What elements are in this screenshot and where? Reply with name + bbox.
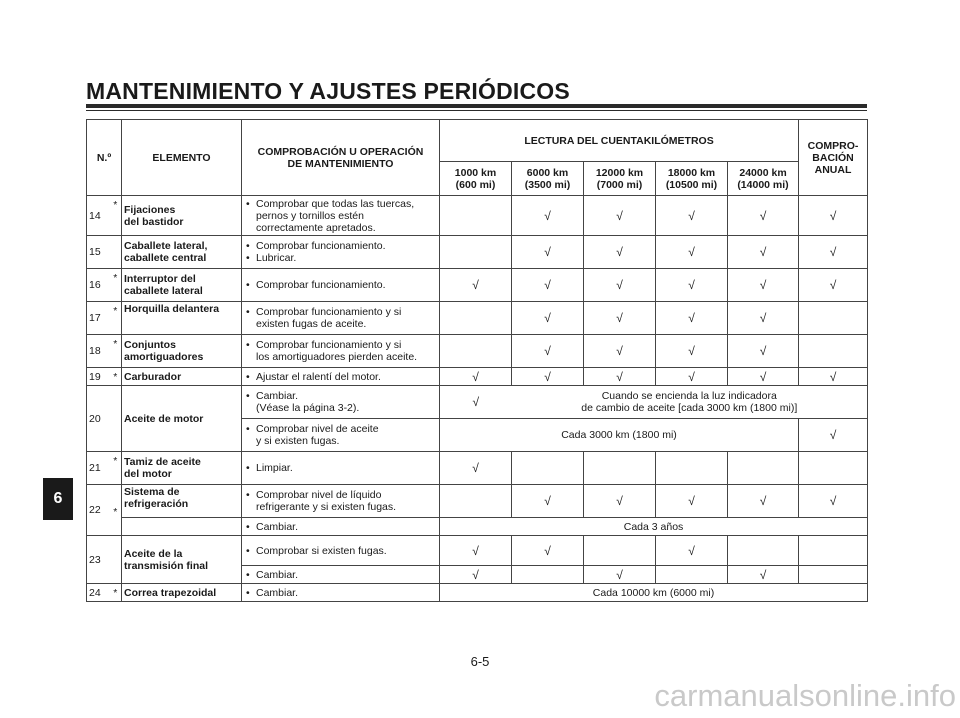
check-mark: √ — [584, 302, 656, 335]
operation-cell: • Cambiar. — [242, 566, 440, 584]
check-mark: √ — [728, 236, 799, 269]
check-mark: √ — [512, 368, 584, 386]
check-mark: √ — [656, 536, 728, 566]
operation-cell: • Comprobar nivel de aceite y si existen fugas. — [242, 419, 440, 452]
check-mark: √ — [728, 566, 799, 584]
check-mark: √ — [799, 419, 868, 452]
interval-note: Cada 3 años — [440, 518, 868, 536]
check-mark: √ — [512, 236, 584, 269]
check-mark: √ — [512, 335, 584, 368]
element-cell: Caballete lateral, caballete central — [122, 236, 242, 269]
check-mark: √ — [799, 196, 868, 236]
chapter-tab: 6 — [43, 478, 73, 520]
check-mark: √ — [512, 269, 584, 302]
check-mark: √ — [656, 335, 728, 368]
title-rule-thin — [86, 110, 867, 111]
row-number: 23 — [87, 536, 110, 584]
row-number: 17 — [87, 302, 110, 335]
maintenance-table — [86, 119, 868, 602]
table-row — [87, 452, 868, 485]
check-mark: √ — [440, 566, 512, 584]
header-no: N.º — [87, 120, 122, 196]
table-row — [87, 518, 868, 536]
row-number: 15 — [87, 236, 110, 269]
element-cell: Interruptor del caballete lateral — [122, 269, 242, 302]
element-cell: Aceite de motor — [122, 386, 242, 452]
page-number: 6-5 — [470, 654, 490, 669]
check-mark: √ — [512, 536, 584, 566]
operation-cell: • Ajustar el ralentí del motor. — [242, 368, 440, 386]
row-number: 22 — [87, 485, 110, 536]
check-mark: √ — [440, 368, 512, 386]
operation-cell: • Cambiar. (Véase la página 3-2). — [242, 386, 440, 419]
element-cell: Carburador — [122, 368, 242, 386]
check-mark: √ — [584, 196, 656, 236]
check-mark: √ — [584, 485, 656, 518]
table-row — [87, 236, 868, 269]
header-element: ELEMENTO — [122, 120, 242, 196]
asterisk-mark: * — [110, 269, 122, 302]
check-mark: √ — [728, 269, 799, 302]
row-number: 21 — [87, 452, 110, 485]
interval-note: Cada 10000 km (6000 mi) — [440, 584, 868, 602]
header-odometer: LECTURA DEL CUENTAKILÓMETROS — [440, 120, 799, 162]
table-row — [87, 196, 868, 236]
header-operation: COMPROBACIÓN U OPERACIÓN DE MANTENIMIENTO — [242, 120, 440, 196]
table-row — [87, 386, 868, 419]
header-interval-1: 1000 km (600 mi) — [440, 162, 512, 196]
asterisk-mark: * — [110, 485, 122, 536]
check-mark: √ — [656, 302, 728, 335]
check-mark: √ — [728, 368, 799, 386]
operation-cell: • Limpiar. — [242, 452, 440, 485]
check-mark: √ — [584, 236, 656, 269]
check-mark: √ — [656, 269, 728, 302]
asterisk-mark: * — [110, 196, 122, 236]
operation-cell: • Cambiar. — [242, 518, 440, 536]
check-mark: √ — [799, 368, 868, 386]
check-mark: √ — [512, 485, 584, 518]
asterisk-mark: * — [110, 368, 122, 386]
element-cell: Correa trapezoidal — [122, 584, 242, 602]
element-cell: Fijaciones del bastidor — [122, 196, 242, 236]
check-mark: √ — [656, 485, 728, 518]
check-mark: √ — [440, 452, 512, 485]
check-mark: √ — [584, 269, 656, 302]
check-mark: √ — [728, 196, 799, 236]
row-number: 19 — [87, 368, 110, 386]
header-interval-2: 6000 km (3500 mi) — [512, 162, 584, 196]
asterisk-mark: * — [110, 584, 122, 602]
check-mark: √ — [584, 566, 656, 584]
check-mark: √ — [656, 236, 728, 269]
title-rule — [86, 104, 867, 108]
row-number: 20 — [87, 386, 110, 452]
element-cell: Aceite de la transmisión final — [122, 536, 242, 584]
interval-note: Cada 3000 km (1800 mi) — [440, 419, 799, 452]
check-mark: √ — [728, 335, 799, 368]
operation-cell: • Comprobar funcionamiento. — [242, 269, 440, 302]
header-interval-4: 18000 km (10500 mi) — [656, 162, 728, 196]
table-row — [87, 485, 868, 518]
check-mark: √ — [440, 536, 512, 566]
operation-cell: • Comprobar si existen fugas. — [242, 536, 440, 566]
element-cell: Sistema de refrigeración — [122, 485, 242, 518]
element-cell: Conjuntos amortiguadores — [122, 335, 242, 368]
element-cell: Horquilla delantera — [122, 302, 242, 335]
page-title: MANTENIMIENTO Y AJUSTES PERIÓDICOS — [86, 78, 570, 104]
row-number: 14 — [87, 196, 110, 236]
operation-cell: • Comprobar nivel de líquido refrigerante y si existen fugas. — [242, 485, 440, 518]
check-mark: √ — [728, 302, 799, 335]
operation-cell: • Comprobar que todas las tuercas, pernos y tornillos estén correctamente apretados. — [242, 196, 440, 236]
check-mark: √ — [799, 236, 868, 269]
header-annual: COMPRO- BACIÓN ANUAL — [799, 120, 868, 196]
element-cell: Tamiz de aceite del motor — [122, 452, 242, 485]
check-mark: √ — [656, 196, 728, 236]
table-row — [87, 269, 868, 302]
check-mark: √ — [440, 269, 512, 302]
interval-note: Cuando se encienda la luz indicadora de cambio de aceite [cada 3000 km (1800 mi)] — [512, 386, 868, 419]
row-number: 16 — [87, 269, 110, 302]
operation-cell: • Comprobar funcionamiento y si los amortiguadores pierden aceite. — [242, 335, 440, 368]
check-mark: √ — [656, 368, 728, 386]
table-row — [87, 536, 868, 566]
operation-cell: • Comprobar funcionamiento. • Lubricar. — [242, 236, 440, 269]
check-mark: √ — [512, 196, 584, 236]
header-interval-5: 24000 km (14000 mi) — [728, 162, 799, 196]
table-row — [87, 584, 868, 602]
table-row — [87, 368, 868, 386]
asterisk-mark: * — [110, 335, 122, 368]
check-mark: √ — [584, 335, 656, 368]
row-number: 24 — [87, 584, 110, 602]
watermark: carmanualsonline.info — [654, 678, 956, 713]
operation-cell: • Comprobar funcionamiento y si existen fugas de aceite. — [242, 302, 440, 335]
table-row — [87, 302, 868, 335]
check-mark: √ — [440, 386, 512, 419]
check-mark: √ — [728, 485, 799, 518]
asterisk-mark: * — [110, 302, 122, 335]
header-interval-3: 12000 km (7000 mi) — [584, 162, 656, 196]
check-mark: √ — [799, 269, 868, 302]
table-row — [87, 335, 868, 368]
check-mark: √ — [799, 485, 868, 518]
check-mark: √ — [512, 302, 584, 335]
check-mark: √ — [584, 368, 656, 386]
row-number: 18 — [87, 335, 110, 368]
operation-cell: • Cambiar. — [242, 584, 440, 602]
asterisk-mark: * — [110, 452, 122, 485]
